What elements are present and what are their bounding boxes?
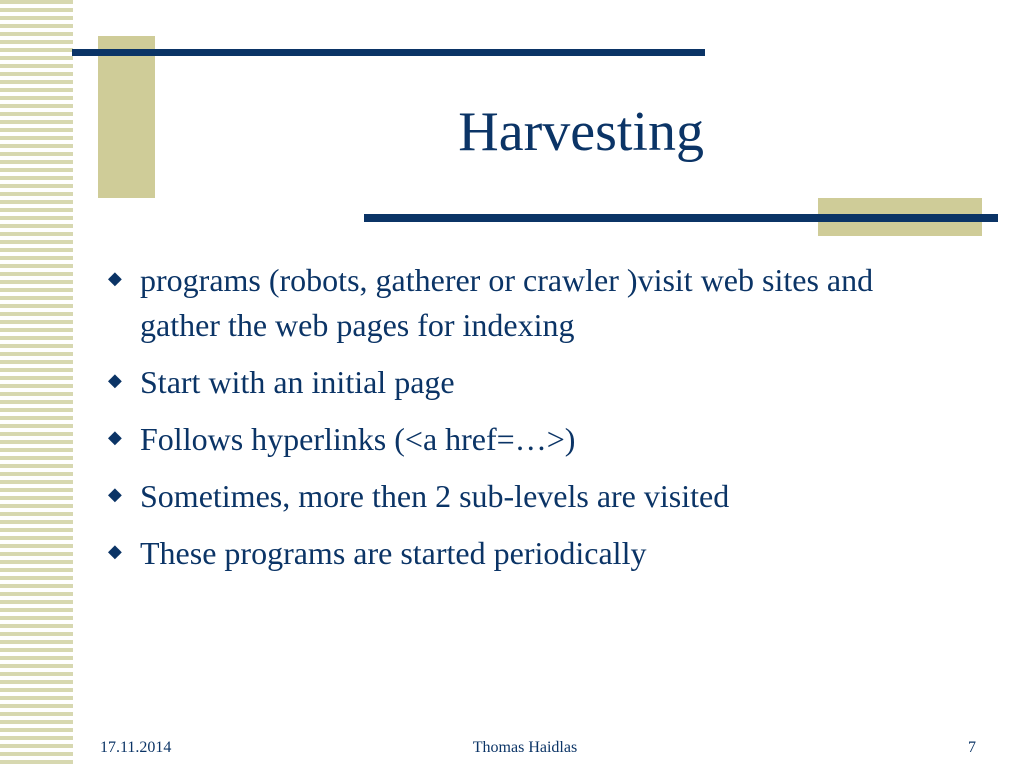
bullet-item [104,474,924,519]
title-top-rule [72,49,705,56]
diamond-bullet-icon: ◆ [108,484,122,504]
diamond-bullet-icon: ◆ [108,427,122,447]
slide-title: Harvesting [458,101,704,163]
diamond-bullet-icon: ◆ [108,370,122,390]
bullet-item [104,360,924,405]
title-bottom-rule [364,214,998,222]
diamond-bullet-icon: ◆ [108,541,122,561]
bullet-text: programs (robots, gatherer or crawler )visit web sites and gather the web pages for indexing [140,262,874,343]
tan-accent-block-top [98,36,155,198]
footer-page-number: 7 [968,739,976,756]
bullet-list [104,258,924,588]
bullet-text: These programs are started periodically [140,535,647,571]
bullet-item [104,417,924,462]
bullet-text: Sometimes, more then 2 sub-levels are visited [140,478,730,514]
striped-side-decoration [0,0,73,768]
footer-author: Thomas Haidlas [472,739,578,756]
bullet-text: Start with an initial page [140,364,455,400]
footer-date: 17.11.2014 [100,739,172,756]
bullet-text: Follows hyperlinks (<a href=…>) [140,421,576,457]
bullet-item [104,531,924,576]
bullet-item [104,258,924,348]
diamond-bullet-icon: ◆ [108,268,122,288]
